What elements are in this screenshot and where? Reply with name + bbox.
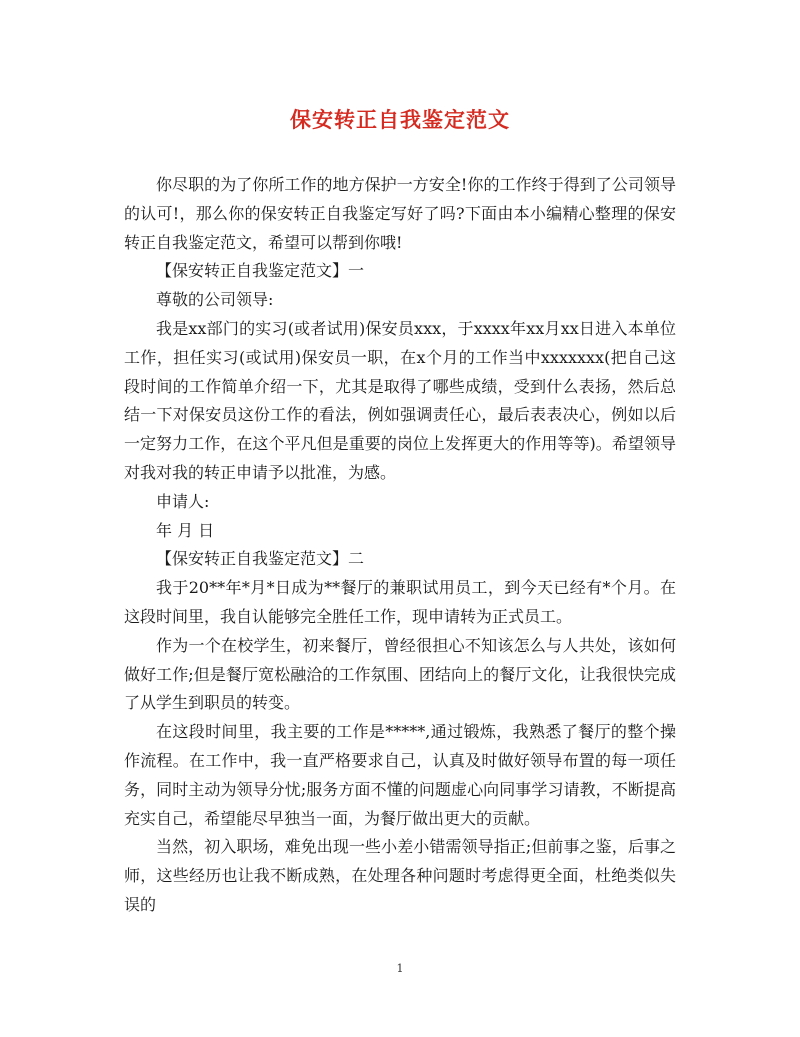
body-paragraph: 我是xx部门的实习(或者试用)保安员xxx，于xxxx年xx月xx日进入本单位工作，担任实习(或试用)保安员一职，在x个月的工作当中xxxxxxx(把自己这段时间的工作简单介绍一下，尤其是取得了哪些成绩，受到什么表扬，然后总结一下对保安员这份工作的看法，例如强调责任心，最后表表决心，例如以后一定努力工作，在这个平凡但是重要的岗位上发挥更大的作用等等)。希望领导对我对我的转正申请予以批准，为感。 bbox=[124, 318, 676, 482]
document-body bbox=[124, 171, 676, 920]
intro-paragraph: 你尽职的为了你所工作的地方保护一方安全!你的工作终于得到了公司领导的认可!，那么你的保安转正自我鉴定写好了吗?下面由本小编精心整理的保安转正自我鉴定范文，希望可以帮到你哦! bbox=[124, 175, 676, 252]
section-heading-two: 【保安转正自我鉴定范文】二 bbox=[156, 549, 365, 569]
body-paragraph: 在这段时间里，我主要的工作是*****,通过锻炼，我熟悉了餐厅的整个操作流程。在工作中，我一直严格要求自己，认真及时做好领导布置的每一项任务，同时主动为领导分忧;服务方面不懂的问题虚心向同事学习请教，不断提高充实自己，希望能尽早独当一面，为餐厅做出更大的贡献。 bbox=[124, 722, 676, 828]
salutation: 尊敬的公司领导: bbox=[156, 290, 274, 310]
body-paragraph: 当然，初入职场，难免出现一些小差小错需领导指正;但前事之鉴，后事之师，这些经历也让我不断成熟，在处理各种问题时考虑得更全面，杜绝类似失误的 bbox=[124, 837, 676, 914]
document-title: 保安转正自我鉴定范文 bbox=[290, 107, 510, 132]
body-paragraph: 我于20**年*月*日成为**餐厅的兼职试用员工，到今天已经有*个月。在这段时间里，我自认能够完全胜任工作，现申请转为正式员工。 bbox=[124, 578, 676, 626]
date-line: 年 月 日 bbox=[156, 520, 215, 540]
section-heading-one: 【保安转正自我鉴定范文】一 bbox=[156, 261, 365, 281]
page-number: 1 bbox=[396, 962, 404, 975]
applicant-line: 申请人: bbox=[156, 491, 210, 511]
body-paragraph: 作为一个在校学生，初来餐厅，曾经很担心不知该怎么与人共处，该如何做好工作;但是餐厅宽松融洽的工作氛围、团结向上的餐厅文化，让我很快完成了从学生到职员的转变。 bbox=[124, 635, 676, 713]
